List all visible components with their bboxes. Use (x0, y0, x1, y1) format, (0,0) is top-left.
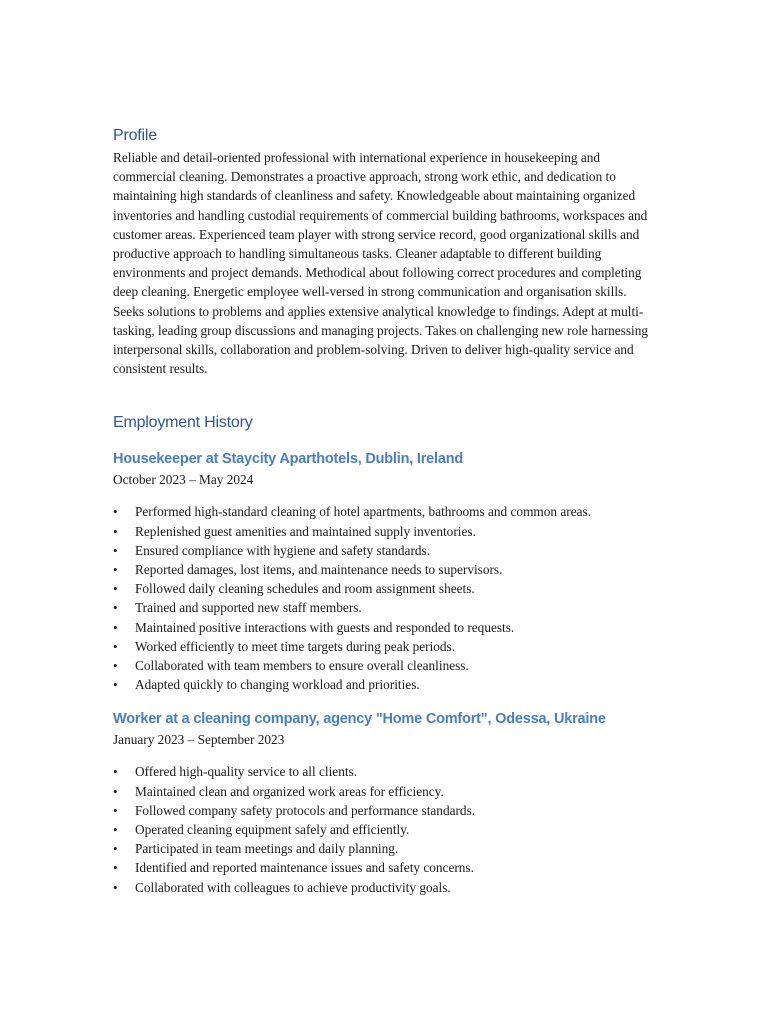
bullet-icon: • (113, 841, 118, 857)
duties-list (113, 762, 658, 896)
job-dates: January 2023 – September 2023 (113, 732, 285, 748)
duties-list (113, 502, 658, 694)
bullet-icon: • (113, 581, 118, 597)
duty-text: Followed company safety protocols and performance standards. (135, 802, 476, 818)
duty-text: Identified and reported maintenance issues and safety concerns. (135, 860, 474, 876)
bullet-icon: • (113, 822, 118, 838)
list-item (113, 762, 658, 781)
bullet-icon: • (113, 783, 118, 799)
bullet-icon: • (113, 504, 118, 520)
bullet-icon: • (113, 802, 118, 818)
duty-text: Collaborated with colleagues to achieve productivity goals. (135, 879, 451, 895)
list-item (113, 820, 658, 839)
employment-history-heading: Employment History (113, 414, 253, 432)
duty-text: Trained and supported new staff members. (135, 600, 362, 616)
list-item (113, 878, 658, 897)
list-item (113, 522, 658, 541)
duty-text: Worked efficiently to meet time targets during peak periods. (135, 638, 456, 654)
duty-text: Performed high-standard cleaning of hotel apartments, bathrooms and common areas. (135, 504, 592, 520)
duty-text: Participated in team meetings and daily planning. (135, 841, 399, 857)
duty-text: Offered high-quality service to all clients. (135, 764, 358, 780)
resume-page (113, 124, 658, 897)
bullet-icon: • (113, 764, 118, 780)
list-item (113, 618, 658, 637)
job-dates: October 2023 – May 2024 (113, 472, 254, 488)
list-item (113, 675, 658, 694)
bullet-icon: • (113, 658, 118, 674)
bullet-icon: • (113, 562, 118, 578)
bullet-icon: • (113, 600, 118, 616)
duty-text: Maintained positive interactions with guests and responded to requests. (135, 619, 515, 635)
profile-heading: Profile (113, 127, 157, 144)
duty-text: Adapted quickly to changing workload and priorities. (135, 677, 420, 693)
bullet-icon: • (113, 619, 118, 635)
duty-text: Maintained clean and organized work areas for efficiency. (135, 783, 444, 799)
bullet-icon: • (113, 542, 118, 558)
bullet-icon: • (113, 523, 118, 539)
duty-text: Replenished guest amenities and maintained supply inventories. (135, 523, 476, 539)
bullet-icon: • (113, 879, 118, 895)
list-item (113, 637, 658, 656)
list-item (113, 801, 658, 820)
list-item (113, 502, 658, 521)
list-item (113, 782, 658, 801)
duty-text: Reported damages, lost items, and maintenance needs to supervisors. (135, 562, 503, 578)
list-item (113, 656, 658, 675)
duty-text: Ensured compliance with hygiene and safety standards. (135, 542, 431, 558)
duty-text: Followed daily cleaning schedules and room assignment sheets. (135, 581, 475, 597)
list-item (113, 839, 658, 858)
list-item (113, 598, 658, 617)
job-title: Housekeeper at Staycity Aparthotels, Dublin, Ireland (113, 451, 464, 468)
profile-text: Reliable and detail-oriented professional with international experience in housekeeping and commercial cleaning. Demonstrates a proactive approach, strong work ethic, and dedication to maintaining high standards of cleanliness and safety. Knowledgeable about maintaining organized inventories and handling custodial requirements of commercial building bathrooms, workspaces and customer areas. Experienced team player with strong service record, good organizational skills and productive approach to handling simultaneous tasks. Cleaner adaptable to different building environments and project demands. Methodical about following correct procedures and completing deep cleaning. Energetic employee well-versed in strong communication and organisation skills. Seeks solutions to problems and applies extensive analytical knowledge to findings. Adept at multi-tasking, leading group discussions and managing projects. Takes on challenging new role harnessing interpersonal skills, collaboration and problem-solving. Driven to deliver high-quality service and consistent results. (113, 150, 649, 377)
list-item (113, 858, 658, 877)
duty-text: Collaborated with team members to ensure overall cleanliness. (135, 658, 469, 674)
list-item (113, 560, 658, 579)
job-title: Worker at a cleaning company, agency "Home Comfort", Odessa, Ukraine (113, 711, 606, 728)
bullet-icon: • (113, 677, 118, 693)
bullet-icon: • (113, 860, 118, 876)
list-item (113, 579, 658, 598)
duty-text: Operated cleaning equipment safely and efficiently. (135, 822, 410, 838)
job-entry (113, 708, 658, 896)
job-entry (113, 448, 658, 694)
bullet-icon: • (113, 638, 118, 654)
list-item (113, 541, 658, 560)
